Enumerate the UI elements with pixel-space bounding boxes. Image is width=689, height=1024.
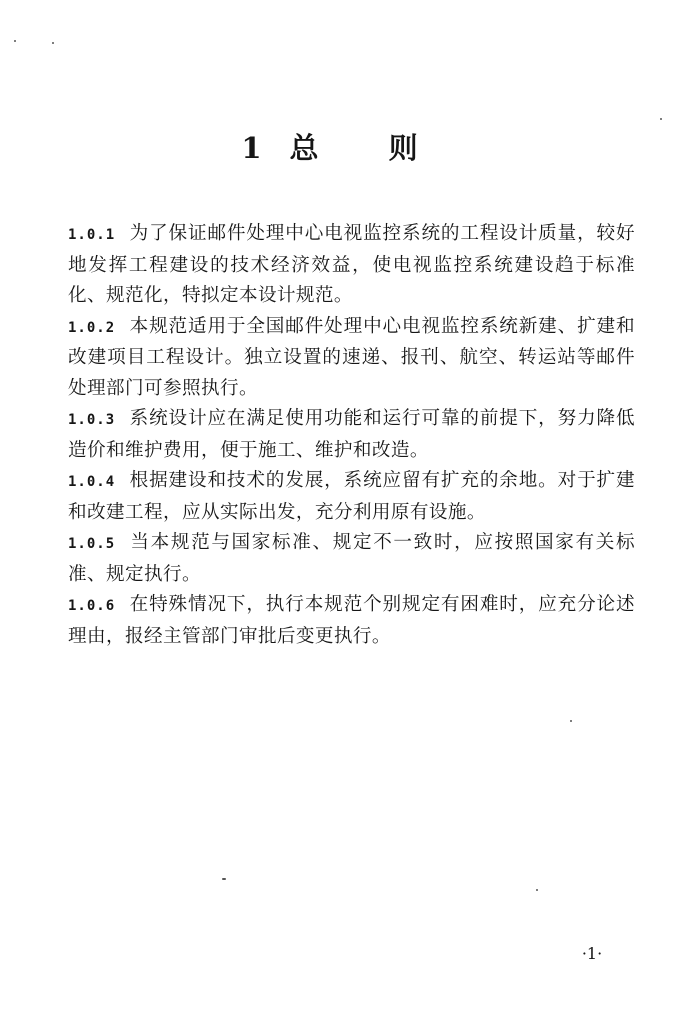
chapter-number: 1	[241, 131, 264, 165]
clause-1-0-4	[68, 466, 635, 528]
clause-1-0-5	[68, 528, 635, 590]
chapter-heading: 总 则	[289, 131, 448, 165]
scan-speck	[660, 118, 662, 120]
scan-speck	[570, 720, 572, 722]
chapter-title	[0, 126, 689, 167]
scan-speck	[52, 42, 54, 44]
clause-text: 在特殊情况下，执行本规范个别规定有困难时，应充分论述理由，报经主管部门审批后变更执行。	[68, 594, 635, 647]
clause-text: 为了保证邮件处理中心电视监控系统的工程设计质量，较好地发挥工程建设的技术经济效益，使电视监控系统建设趋于标准化、规范化，特拟定本设计规范。	[68, 223, 635, 306]
scan-speck	[536, 889, 538, 891]
clause-text: 系统设计应在满足使用功能和运行可靠的前提下，努力降低造价和维护费用，便于施工、维护和改造。	[68, 408, 635, 461]
clause-number: 1.0.4	[68, 474, 116, 490]
clause-text: 当本规范与国家标准、规定不一致时，应按照国家有关标准、规定执行。	[68, 532, 635, 585]
clause-1-0-1	[68, 219, 635, 312]
page-number: ·1·	[581, 944, 603, 963]
clause-number: 1.0.2	[68, 319, 116, 336]
clause-number: 1.0.6	[68, 598, 116, 614]
clause-1-0-3	[68, 404, 635, 466]
clause-number: 1.0.1	[68, 227, 116, 243]
scan-speck	[14, 40, 16, 42]
clause-number: 1.0.5	[68, 536, 116, 552]
clause-text: 本规范适用于全国邮件处理中心电视监控系统新建、扩建和改建项目工程设计。独立设置的速递、报刊、航空、转运站等邮件处理部门可参照执行。	[68, 315, 635, 399]
clause-text: 根据建设和技术的发展，系统应留有扩充的余地。对于扩建和改建工程，应从实际出发，充分利用原有设施。	[68, 470, 635, 523]
clause-number: 1.0.3	[68, 412, 116, 428]
clause-list	[68, 219, 635, 652]
scan-speck	[222, 878, 226, 880]
clause-1-0-6	[68, 590, 635, 652]
clause-1-0-2	[68, 312, 635, 405]
